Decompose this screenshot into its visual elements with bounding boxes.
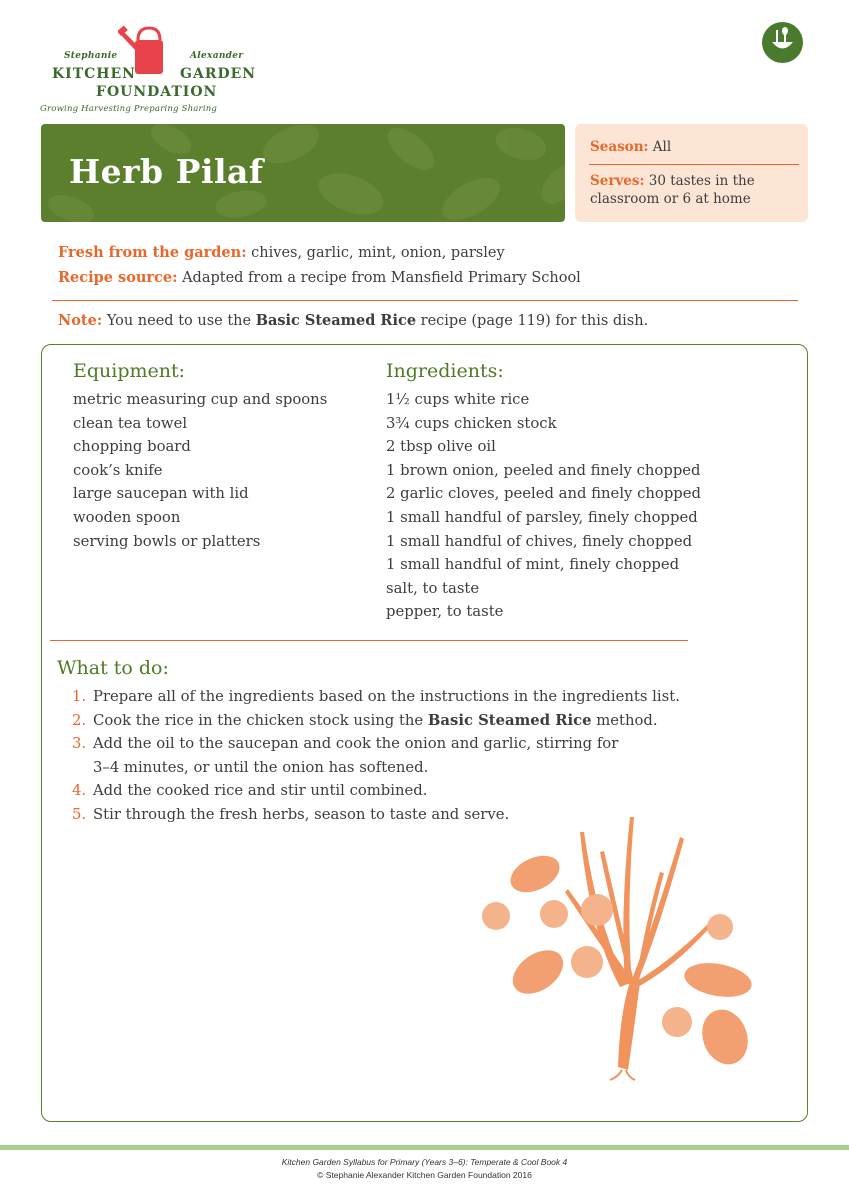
footer-bar <box>0 1145 849 1150</box>
serves-line <box>590 173 755 189</box>
list-item: 3¾ cups chicken stock <box>386 414 557 432</box>
list-item: 1½ cups white rice <box>386 391 530 408</box>
method-step <box>58 732 758 779</box>
list-item: chopping board <box>73 438 191 456</box>
list-item: pepper, to taste <box>386 603 504 621</box>
logo-last-name: Alexander <box>190 51 244 61</box>
list-item: cook’s knife <box>73 461 163 479</box>
list-item: clean tea towel <box>73 414 188 432</box>
method-step <box>58 685 758 709</box>
info-box <box>575 124 808 222</box>
step-number: 3. <box>72 735 87 752</box>
step-text: Cook the rice in the chicken stock using the <box>93 711 428 729</box>
step-number: 2. <box>72 711 87 729</box>
title-banner <box>41 124 565 222</box>
list-item: serving bowls or platters <box>73 532 261 550</box>
recipe-title: Herb Pilaf <box>69 152 264 191</box>
list-item: large saucepan with lid <box>73 485 249 503</box>
list-item: 2 garlic cloves, peeled and finely chopped <box>386 485 702 503</box>
season-line <box>590 139 671 155</box>
logo-tagline: Growing Harvesting Preparing Sharing <box>40 104 218 114</box>
list-item: 1 brown onion, peeled and finely chopped <box>386 461 701 479</box>
fresh-from-garden-line <box>58 244 505 261</box>
logo-garden: GARDEN <box>180 66 257 82</box>
list-item: 2 tbsp olive oil <box>386 438 496 456</box>
list-item: 1 small handful of chives, finely chopped <box>386 532 693 550</box>
fresh-value: chives, garlic, mint, onion, parsley <box>251 245 505 261</box>
equipment-heading: Equipment: <box>73 360 186 382</box>
method-step <box>58 779 758 803</box>
list-item: salt, to taste <box>386 579 480 597</box>
recipe-source-line <box>58 269 581 286</box>
step-text-line2: 3–4 minutes, or until the onion has softened. <box>93 758 429 776</box>
list-item: wooden spoon <box>73 508 181 526</box>
list-item: 1 small handful of parsley, finely chopped <box>386 508 698 526</box>
equipment-list <box>73 388 373 553</box>
foundation-logo <box>40 18 260 122</box>
fresh-label: Fresh from the garden: <box>58 244 247 261</box>
note-text-pre: You need to use the <box>106 313 252 329</box>
logo-first-name: Stephanie <box>64 51 118 61</box>
footer-copyright: © Stephanie Alexander Kitchen Garden Foundation 2016 <box>317 1170 532 1180</box>
method-steps <box>58 685 758 826</box>
meta-divider <box>52 300 798 301</box>
note-text-post: recipe (page 119) for this dish. <box>420 313 649 329</box>
step-text: Prepare all of the ingredients based on the instructions in the ingredients list. <box>93 688 680 705</box>
herbs-and-chives-illustration-icon <box>470 812 770 1082</box>
source-label: Recipe source: <box>58 269 178 286</box>
note-line <box>58 312 648 329</box>
season-value: All <box>652 139 672 155</box>
note-link-basic-steamed-rice: Basic Steamed Rice <box>255 312 417 329</box>
bowl-with-utensils-icon <box>762 22 803 63</box>
method-step <box>58 709 758 733</box>
logo-kitchen: KITCHEN <box>52 66 136 82</box>
info-divider <box>589 164 799 165</box>
season-label: Season: <box>590 139 649 155</box>
list-item: metric measuring cup and spoons <box>73 391 328 408</box>
step-text-post: method. <box>591 711 658 729</box>
step-number: 5. <box>72 805 87 823</box>
step-text: Stir through the fresh herbs, season to taste and serve. <box>93 805 510 823</box>
list-item: 1 small handful of mint, finely chopped <box>386 556 680 574</box>
serves-label: Serves: <box>590 173 645 189</box>
ingredients-list <box>386 388 786 624</box>
ingredients-heading: Ingredients: <box>386 360 504 382</box>
step-text: Add the cooked rice and stir until combined. <box>93 782 428 799</box>
serves-value-2: classroom or 6 at home <box>590 191 751 207</box>
source-value: Adapted from a recipe from Mansfield Primary School <box>182 270 581 286</box>
step-bold-basic-steamed-rice: Basic Steamed Rice <box>427 711 592 729</box>
footer-book-title: Kitchen Garden Syllabus for Primary (Years 3–6): Temperate & Cool Book 4 <box>281 1157 568 1167</box>
step-number: 1. <box>72 688 87 705</box>
lists-divider <box>50 640 688 641</box>
logo-foundation: FOUNDATION <box>96 84 218 100</box>
serves-value-1: 30 tastes in the <box>648 173 755 189</box>
step-text: Add the oil to the saucepan and cook the onion and garlic, stirring for <box>93 735 619 752</box>
step-number: 4. <box>72 782 87 799</box>
note-label: Note: <box>58 312 103 329</box>
footer <box>0 1156 849 1182</box>
method-heading: What to do: <box>57 657 169 679</box>
